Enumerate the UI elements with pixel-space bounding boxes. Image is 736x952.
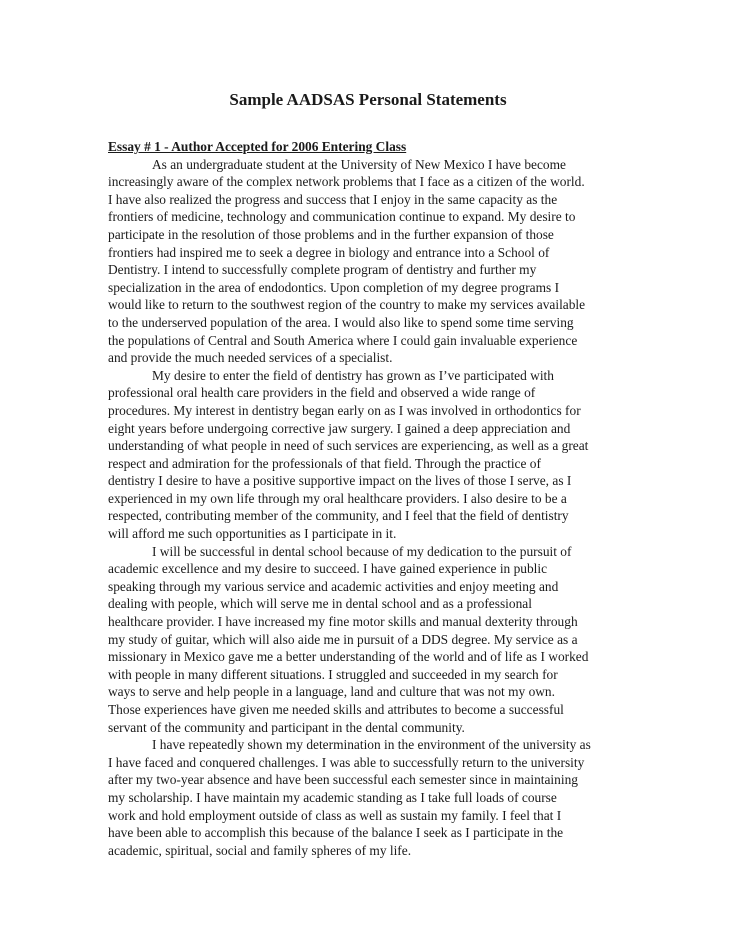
text-line: participate in the resolution of those problems and in the further expansion of those bbox=[108, 226, 554, 242]
text-line: Those experiences have given me needed skills and attributes to become a successful bbox=[108, 702, 564, 717]
essay-paragraph-1 bbox=[108, 156, 736, 367]
text-line: my scholarship. I have maintain my academic standing as I take full loads of course bbox=[108, 789, 557, 805]
text-line: work and hold employment outside of class as well as sustain my family. I feel that I bbox=[108, 807, 562, 823]
text-line: missionary in Mexico gave me a better understanding of the world and of life as I worked bbox=[108, 649, 589, 665]
text-line: specialization in the area of endodontics. Upon completion of my degree programs I bbox=[108, 279, 560, 295]
text-line: eight years before undergoing corrective jaw surgery. I gained a deep appreciation and bbox=[108, 420, 571, 436]
text-line: dealing with people, which will serve me in dental school and as a professional bbox=[108, 596, 532, 612]
text-line: understanding of what people in need of such services are experiencing, as well as a great bbox=[108, 438, 589, 454]
text-line: experienced in my own life through my oral healthcare providers. I also desire to be a bbox=[108, 490, 567, 506]
document-title: Sample AADSAS Personal Statements bbox=[229, 90, 507, 109]
text-line: frontiers of medicine, technology and communication continue to expand. My desire to bbox=[108, 209, 576, 225]
text-line: and provide the much needed services of a specialist. bbox=[108, 350, 393, 366]
text-line: Dentistry. I intend to successfully complete program of dentistry and further my bbox=[108, 262, 537, 278]
text-line: I have repeatedly shown my determination in the environment of the university as bbox=[152, 737, 591, 753]
essay-paragraph-4 bbox=[108, 736, 736, 859]
text-line: would like to return to the southwest region of the country to make my services available bbox=[108, 297, 586, 313]
text-line: servant of the community and participant in the dental community. bbox=[108, 719, 465, 735]
text-line: My desire to enter the field of dentistry has grown as I’ve participated with bbox=[152, 367, 554, 383]
text-line: the populations of Central and South America where I could gain invaluable experience bbox=[108, 332, 578, 348]
text-line: respect and admiration for the professionals of that field. Through the practice of bbox=[108, 455, 541, 471]
essay-paragraph-3 bbox=[108, 543, 736, 737]
text-line: frontiers had inspired me to seek a degree in biology and entrance into a School of bbox=[108, 244, 550, 260]
essay-heading: Essay # 1 - Author Accepted for 2006 Entering Class bbox=[108, 139, 407, 154]
text-line: As an undergraduate student at the University of New Mexico I have become bbox=[152, 156, 566, 172]
text-line: professional oral health care providers in the field and observed a wide range of bbox=[108, 385, 536, 401]
text-line: I will be successful in dental school because of my dedication to the pursuit of bbox=[152, 543, 572, 559]
text-line: my study of guitar, which will also aide me in pursuit of a DDS degree. My service as a bbox=[108, 631, 578, 647]
text-line: academic excellence and my desire to succeed. I have gained experience in public bbox=[108, 561, 548, 577]
text-line: procedures. My interest in dentistry began early on as I was involved in orthodontics for bbox=[108, 402, 581, 418]
text-line: I have also realized the progress and success that I enjoy in the same capacity as the bbox=[108, 191, 558, 207]
text-line: dentistry I desire to have a positive supportive impact on the lives of those I serve, as I bbox=[108, 473, 572, 489]
text-line: respected, contributing member of the community, and I feel that the field of dentistry bbox=[108, 508, 569, 524]
text-line: will afford me such opportunities as I participate in it. bbox=[108, 526, 397, 542]
text-line: academic, spiritual, social and family spheres of my life. bbox=[108, 842, 412, 858]
text-line: to the underserved population of the area. I would also like to spend some time serving bbox=[108, 314, 574, 330]
text-line: increasingly aware of the complex network problems that I face as a citizen of the world. bbox=[108, 174, 585, 190]
text-line: I have faced and conquered challenges. I was able to successfully return to the university bbox=[108, 754, 585, 770]
text-line: healthcare provider. I have increased my fine motor skills and manual dexterity through bbox=[108, 614, 578, 630]
text-line: with people in many different situations. I struggled and succeeded in my search for bbox=[108, 666, 558, 682]
essay-paragraph-2 bbox=[108, 367, 736, 543]
text-line: have been able to accomplish this because of the balance I seek as I participate in the bbox=[108, 825, 564, 841]
text-line: speaking through my various service and academic activities and enjoy meeting and bbox=[108, 578, 559, 594]
essay-section bbox=[108, 138, 736, 859]
text-line: ways to serve and help people in a language, land and culture that was not my own. bbox=[108, 684, 555, 700]
text-line: after my two-year absence and have been successful each semester since in maintaining bbox=[108, 772, 578, 788]
